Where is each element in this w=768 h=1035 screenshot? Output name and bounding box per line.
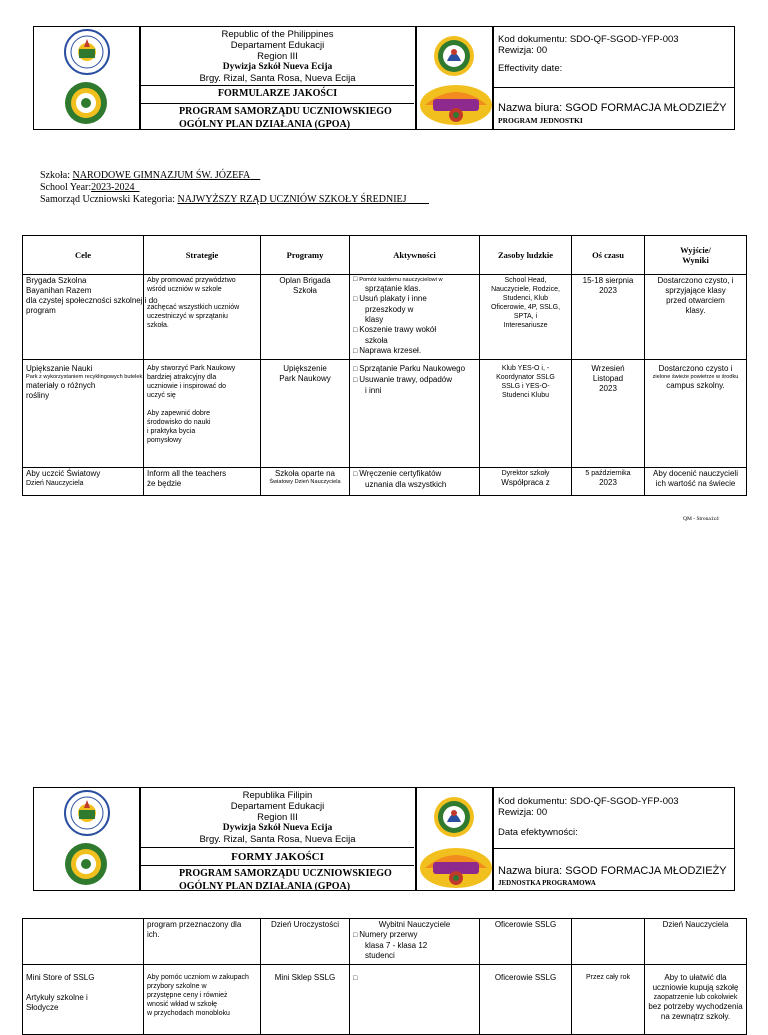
cell-cele: Aby uczcić Światowy Dzień Nauczyciela	[23, 468, 144, 496]
unit-name: PROGRAM JEDNOSTKI	[498, 116, 583, 125]
page-footer: QM - Strona1z4	[683, 516, 719, 522]
effectivity-date: Data efektywności:	[498, 827, 578, 838]
deped-seal-icon	[64, 790, 110, 836]
cell-strategie: Inform all the teachers że będzie	[144, 468, 261, 496]
cell-zasoby: Klub YES-O i, - Koordynator SSLG SSLG i YES-O- Studenci Klubu	[480, 360, 572, 468]
cell-zasoby: Oficerowie SSLG	[480, 965, 572, 1035]
cell-aktywnosci: Wybitni Nauczyciele □ Numery przerwy klasa 7 - klasa 12 studenci	[350, 919, 480, 965]
bagong-pilipinas-icon	[433, 796, 475, 838]
header-center-box	[140, 26, 416, 130]
school-label: Szkoła:	[40, 170, 70, 181]
cell-programy: Dzień Uroczystości	[261, 919, 350, 965]
header-line: Brgy. Rizal, Santa Rosa, Nueva Ecija	[199, 73, 356, 84]
page1-header	[33, 26, 735, 130]
cell-czas: Wrzesień Listopad 2023	[572, 360, 645, 468]
cell-aktywnosci: □ Sprzątanie Parku Naukowego □ Usuwanie trawy, odpadów i inni	[350, 360, 480, 468]
cell-wyniki: Dostarczono czysto, i sprzyjające klasy przed otwarciem klasy.	[645, 275, 747, 360]
table-row	[23, 919, 747, 965]
sgod-youth-formation-icon	[419, 83, 493, 127]
school-info	[40, 170, 429, 206]
cell-programy: Szkoła oparte na Światowy Dzień Nauczyciela	[261, 468, 350, 496]
column-header: Cele	[23, 236, 144, 275]
header-line: Republika Filipin	[242, 790, 313, 801]
effectivity-date: Effectivity date:	[498, 63, 563, 74]
school-year: 2023-2024	[91, 182, 135, 193]
table-row	[23, 275, 747, 360]
program-title: PROGRAM SAMORZĄDU UCZNIOWSKIEGO	[179, 868, 392, 879]
cell-wyniki: Aby docenić nauczycieli ich wartość na świecie	[645, 468, 747, 496]
cell-zasoby: Oficerowie SSLG	[480, 919, 572, 965]
cell-cele: Mini Store of SSLG Artykuły szkolne i Słodycze	[23, 965, 144, 1035]
header-line: Region III	[257, 51, 298, 62]
cell-czas: 5 października 2023	[572, 468, 645, 496]
cell-zasoby: Dyrektor szkoły Współpraca z	[480, 468, 572, 496]
cell-aktywnosci	[350, 965, 480, 1035]
sgod-youth-formation-icon	[419, 846, 493, 890]
table-row	[23, 360, 747, 468]
office-name: Nazwa biura: SGOD FORMACJA MŁODZIEŻY	[498, 102, 727, 114]
header-line: Departament Edukacji	[230, 40, 325, 51]
column-header: Programy	[261, 236, 350, 275]
gpoa-table	[22, 235, 747, 496]
division-logo-icon	[64, 81, 108, 125]
document-code: Kod dokumentu: SDO-QF-SGOD-YFP-003	[498, 34, 679, 45]
category-label: Samorząd Uczniowski Kategoria:	[40, 194, 175, 205]
column-header: Aktywności	[350, 236, 480, 275]
cell-strategie: Aby pomóc uczniom w zakupach przybory szkolne w przystępne ceny i również wnosić wkład w szkołę w przychodach monobloku	[144, 965, 261, 1035]
emblems-box	[416, 787, 493, 891]
page2-header	[33, 787, 735, 891]
column-header: Zasoby ludzkie	[480, 236, 572, 275]
emblems-box	[416, 26, 493, 130]
cell-programy: Oplan Brigada Szkoła	[261, 275, 350, 360]
cell-aktywnosci: □ Pomóż każdemu nauczycielowi w sprzątanie klas. □ Usuń plakaty i inne przeszkody w klasy □ Koszenie trawy wokół szkoła □ Naprawa krzeseł.	[350, 275, 480, 360]
cell-cele	[23, 919, 144, 965]
cell-programy: Upiększenie Park Naukowy	[261, 360, 350, 468]
cell-czas: 15-18 sierpnia 2023	[572, 275, 645, 360]
column-header: Oś czasu	[572, 236, 645, 275]
header-line: Departament Edukacji	[230, 801, 325, 812]
cell-programy: Mini Sklep SSLG	[261, 965, 350, 1035]
cell-strategie: program przeznaczony dla ich.	[144, 919, 261, 965]
header-right-box	[493, 26, 735, 130]
logos-box	[33, 26, 140, 130]
form-title: FORMULARZE JAKOŚCI	[217, 88, 338, 99]
header-line: Region III	[257, 812, 298, 823]
unit-name: JEDNOSTKA PROGRAMOWA	[498, 879, 596, 887]
cell-zasoby: School Head, Nauczyciele, Rodzice, Studenci, Klub Oficerowie, 4P, SSLG, SPTA, i Interesariusze	[480, 275, 572, 360]
header-line: Brgy. Rizal, Santa Rosa, Nueva Ecija	[199, 834, 356, 845]
deped-seal-icon	[64, 29, 110, 75]
form-title: FORMY JAKOŚCI	[231, 851, 324, 863]
gpoa-table-continued	[22, 918, 747, 1035]
cell-strategie: Aby promować przywództwo wśród uczniów w szkole zachęcać wszystkich uczniów uczestniczyć w sprzątaniu szkoła.	[144, 275, 261, 360]
school-year-label: School Year:	[40, 182, 92, 193]
header-line: Dywizja Szkół Nueva Ecija	[222, 62, 333, 72]
cell-wyniki: Dostarczono czysto i zielone świeże powietrze w środku campus szkolny.	[645, 360, 747, 468]
cell-cele: Upiększanie Nauki Park z wykorzystaniem recyklingowych butelek materiały o różnych rośliny	[23, 360, 144, 468]
header-right-box	[493, 787, 735, 891]
cell-czas	[572, 919, 645, 965]
header-line: Republic of the Philippines	[221, 29, 334, 40]
office-name: Nazwa biura: SGOD FORMACJA MŁODZIEŻY	[498, 865, 727, 877]
cell-aktywnosci: □ Wręczenie certyfikatów uznania dla wszystkich	[350, 468, 480, 496]
column-header: Wyjście/ Wyniki	[645, 236, 747, 275]
cell-cele: Brygada Szkolna Bayanihan Razem dla czystej społeczności szkolnej i do program	[23, 275, 144, 360]
header-center-box	[140, 787, 416, 891]
program-title: PROGRAM SAMORZĄDU UCZNIOWSKIEGO	[179, 106, 392, 117]
table-row	[23, 468, 747, 496]
cell-wyniki: Dzień Nauczyciela	[645, 919, 747, 965]
table-header-row	[23, 236, 747, 275]
cell-strategie: Aby stworzyć Park Naukowy bardziej atrakcyjny dla uczniowie i inspirować do uczyć się Aby zapewnić dobre środowisko do nauki i praktyka bycia pomysłowy	[144, 360, 261, 468]
program-subtitle: OGÓLNY PLAN DZIAŁANIA (GPOA)	[179, 119, 351, 130]
logos-box	[33, 787, 140, 891]
revision: Rewizja: 00	[498, 45, 548, 56]
cell-wyniki: Aby to ułatwić dla uczniowie kupują szkołę zaopatrzenie lub cokolwiek bez potrzeby wychodzenia na zewnątrz szkoły.	[645, 965, 747, 1035]
column-header: Strategie	[144, 236, 261, 275]
cell-czas: Przez cały rok	[572, 965, 645, 1035]
bagong-pilipinas-icon	[433, 35, 475, 77]
category-value: NAJWYŻSZY RZĄD UCZNIÓW SZKOŁY ŚREDNIEJ	[177, 194, 407, 205]
school-name: NARODOWE GIMNAZJUM ŚW. JÓZEFA	[72, 170, 251, 181]
header-line: Dywizja Szkół Nueva Ecija	[222, 823, 333, 833]
document-code: Kod dokumentu: SDO-QF-SGOD-YFP-003	[498, 796, 679, 807]
program-subtitle: OGÓLNY PLAN DZIAŁANIA (GPOA)	[179, 881, 351, 892]
division-logo-icon	[64, 842, 108, 886]
table-row	[23, 965, 747, 1035]
revision: Rewizja: 00	[498, 807, 548, 818]
